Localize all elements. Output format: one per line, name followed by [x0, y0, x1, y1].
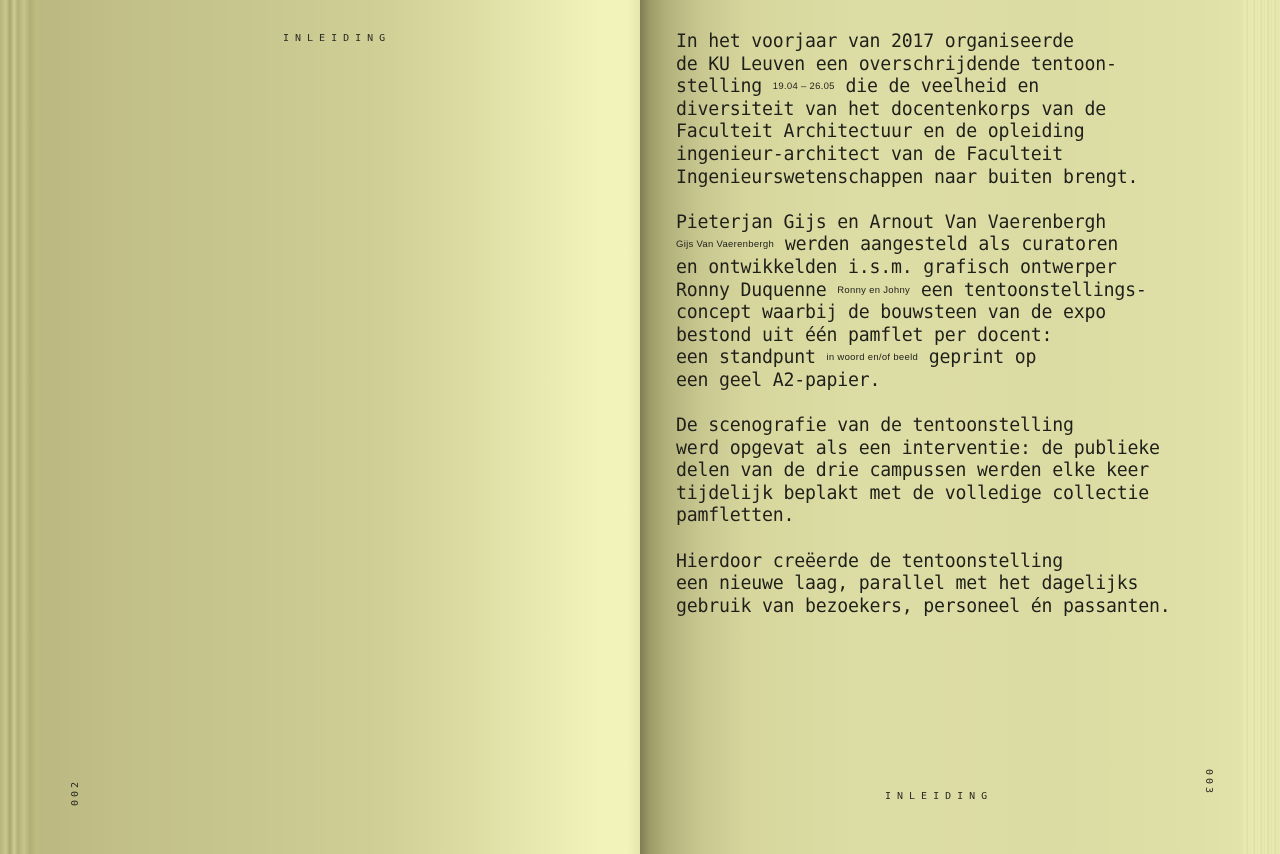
text-run: een standpunt: [676, 347, 827, 369]
text-run: en ontwikkelden i.s.m. grafisch ontwerper: [676, 256, 1117, 278]
text-run: Hierdoor creëerde de tentoonstelling: [676, 550, 1063, 572]
text-line: [676, 280, 1236, 303]
introduction-text: [676, 31, 1236, 641]
text-line: [676, 415, 1236, 438]
text-run: pamfletten.: [676, 505, 795, 527]
text-run: Ronny Duquenne: [676, 279, 838, 301]
paragraph: [676, 31, 1236, 189]
page-number-right: 003: [1203, 769, 1214, 797]
text-line: [676, 302, 1236, 325]
text-line: [676, 167, 1236, 190]
text-run: concept waarbij de bouwsteen van de expo: [676, 302, 1106, 324]
text-line: [676, 551, 1236, 574]
text-line: [676, 54, 1236, 77]
text-run: In het voorjaar van 2017 organiseerde: [676, 31, 1074, 52]
text-run: gebruik van bezoekers, personeel én passanten.: [676, 595, 1171, 617]
text-run: die de veelheid en: [834, 76, 1040, 98]
text-line: [676, 212, 1236, 235]
inline-annotation: 19.04 – 26.05: [772, 81, 835, 93]
text-line: [676, 438, 1236, 461]
text-line: [676, 573, 1236, 596]
running-head-right: INLEIDING: [885, 791, 994, 802]
text-line: [676, 257, 1236, 280]
text-run: een nieuwe laag, parallel met het dagelijks: [676, 573, 1139, 595]
text-line: [676, 596, 1236, 619]
text-line: [676, 483, 1236, 506]
text-run: Faculteit Architectuur en de opleiding: [676, 121, 1085, 143]
text-line: [676, 121, 1236, 144]
text-line: [676, 144, 1236, 167]
text-run: ingenieur-architect van de Faculteit: [676, 143, 1063, 165]
paragraph: [676, 551, 1236, 619]
running-head-left: INLEIDING: [283, 33, 392, 44]
text-line: [676, 31, 1236, 54]
text-line: [676, 460, 1236, 483]
text-run: Ingenieurswetenschappen naar buiten brengt.: [676, 166, 1139, 188]
text-run: delen van de drie campussen werden elke keer: [676, 460, 1149, 482]
text-line: [676, 370, 1236, 393]
text-run: Pieterjan Gijs en Arnout Van Vaerenbergh: [676, 211, 1106, 233]
inline-annotation: Ronny en Johny: [837, 284, 911, 296]
paragraph: [676, 212, 1236, 393]
inline-annotation: in woord en/of beeld: [826, 352, 919, 364]
text-run: werden aangesteld als curatoren: [774, 234, 1119, 256]
text-run: een tentoonstellings-: [910, 279, 1147, 301]
paragraph: [676, 415, 1236, 528]
page-number-left: 002: [70, 778, 81, 806]
text-run: werd opgevat als een interventie: de publieke: [676, 437, 1160, 459]
text-line: [676, 234, 1236, 257]
text-run: diversiteit van het docentenkorps van de: [676, 98, 1106, 120]
text-run: tijdelijk beplakt met de volledige collectie: [676, 482, 1149, 504]
text-line: [676, 325, 1236, 348]
text-run: een geel A2-papier.: [676, 369, 881, 391]
text-line: [676, 99, 1236, 122]
text-run: stelling: [676, 76, 773, 98]
text-run: geprint op: [918, 347, 1037, 369]
inline-annotation: Gijs Van Vaerenbergh: [676, 239, 775, 251]
text-run: De scenografie van de tentoonstelling: [676, 415, 1074, 437]
text-run: bestond uit één pamflet per docent:: [676, 324, 1053, 346]
text-run: de KU Leuven een overschrijdende tentoon-: [676, 53, 1117, 75]
text-line: [676, 76, 1236, 99]
text-line: [676, 505, 1236, 528]
text-line: [676, 347, 1236, 370]
